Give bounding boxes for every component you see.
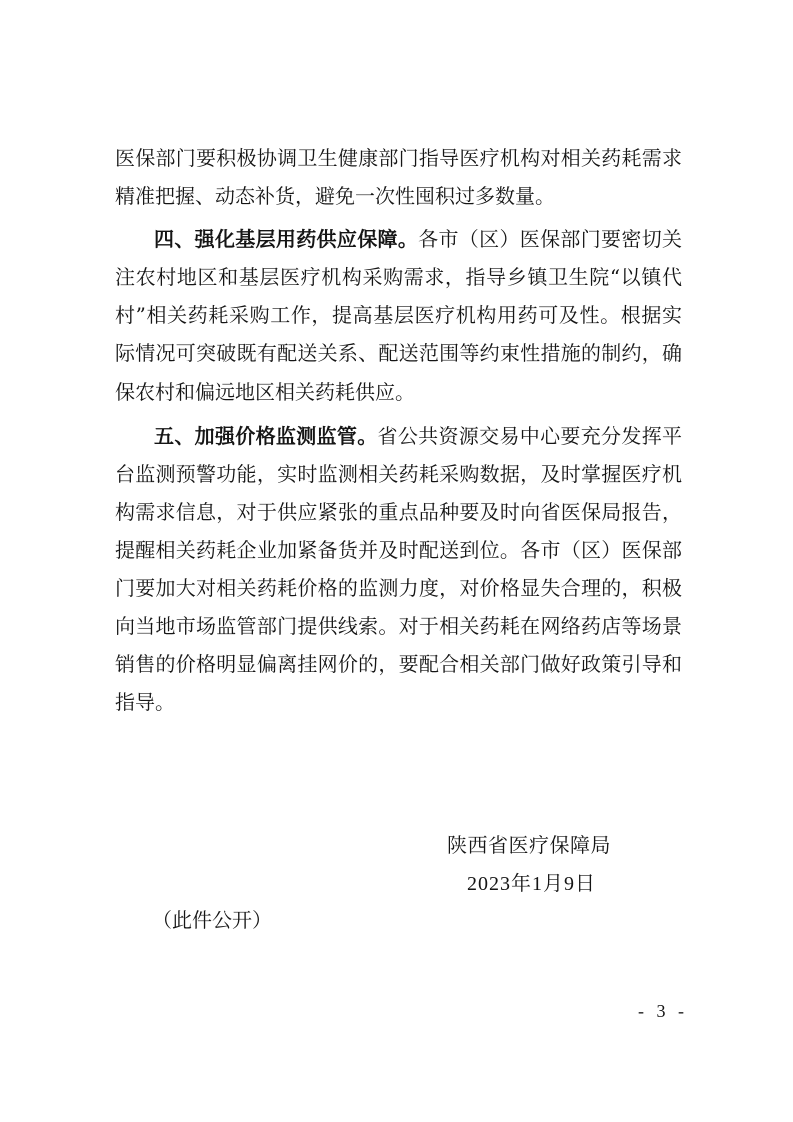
body-line: 医保部门要积极协调卫生健康部门指导医疗机构对相关药耗需求 <box>115 146 682 170</box>
body-line: 向当地市场监管部门提供线索。对于相关药耗在网络药店等场景 <box>115 614 682 639</box>
paragraph-continuation <box>115 139 682 215</box>
body-line-text: 各市（区）医保部门要密切关 <box>418 227 683 252</box>
disclosure-note: （此件公开） <box>152 908 272 932</box>
body-line: 构需求信息，对于供应紧张的重点品种要及时向省医保局报告， <box>115 499 682 524</box>
body-line: 门要加大对相关药耗价格的监测力度，对价格显失合理的，积极 <box>115 576 682 601</box>
body-line: 销售的价格明显偏离挂网价的，要配合相关部门做好政策引导和 <box>115 652 682 677</box>
body-line: 保农村和偏远地区相关药耗供应。 <box>115 379 415 404</box>
body-line: 注农村地区和基层医疗机构采购需求，指导乡镇卫生院“以镇代 <box>115 265 682 290</box>
body-line: 际情况可突破既有配送关系、配送范围等约束性措施的制约，确 <box>115 341 682 366</box>
body-line <box>115 220 682 258</box>
section-heading: 五、加强价格监测监管。 <box>154 423 378 448</box>
signature-date: 2023年1月9日 <box>467 873 596 895</box>
body-line: 台监测预警功能，实时监测相关药耗采购数据，及时掌握医疗机 <box>115 461 682 486</box>
page-number: - 3 - <box>638 1001 688 1021</box>
body-line-text: 省公共资源交易中心要充分发挥平 <box>377 423 683 448</box>
document-body <box>115 139 682 721</box>
body-line: 指导。 <box>115 690 175 715</box>
paragraph-section-5 <box>115 417 682 722</box>
body-line <box>115 417 682 455</box>
body-line: 精准把握、动态补货，避免一次性囤积过多数量。 <box>115 184 555 209</box>
body-line: 提醒相关药耗企业加紧备货并及时配送到位。各市（区）医保部 <box>115 537 682 562</box>
section-heading: 四、强化基层用药供应保障。 <box>154 227 419 252</box>
signature-issuer: 陕西省医疗保障局 <box>447 833 611 857</box>
paragraph-section-4 <box>115 220 682 410</box>
body-line: 村”相关药耗采购工作，提高基层医疗机构用药可及性。根据实 <box>115 303 682 328</box>
